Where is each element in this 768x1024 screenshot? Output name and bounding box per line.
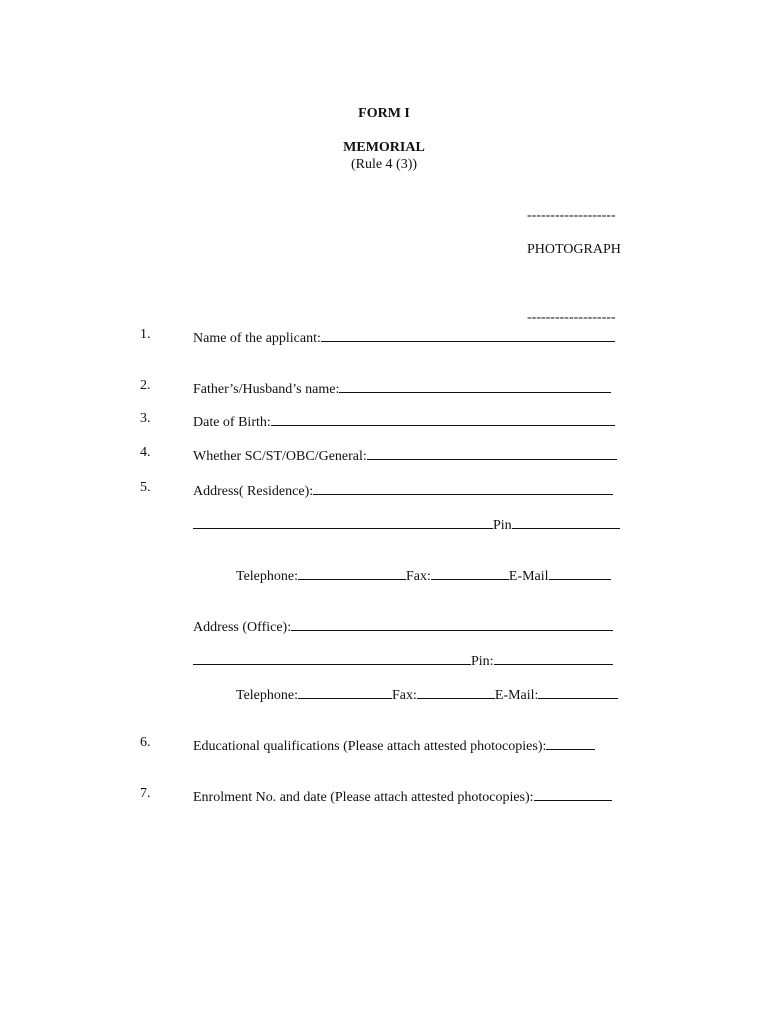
office-email-field[interactable] xyxy=(538,684,618,699)
residence-address-line2-row xyxy=(193,514,620,534)
date-of-birth-field[interactable] xyxy=(271,411,615,426)
office-pin-label: Pin: xyxy=(471,654,494,669)
applicant-name-field[interactable] xyxy=(321,327,615,342)
enrolment-field[interactable] xyxy=(534,786,612,801)
applicant-name-label: Name of the applicant: xyxy=(193,331,321,346)
form-title: FORM I xyxy=(358,106,410,121)
office-address-row xyxy=(193,616,613,636)
item-number-3: 3. xyxy=(140,411,151,426)
residence-address-row xyxy=(193,480,613,500)
category-row xyxy=(193,445,617,465)
residence-address-field[interactable] xyxy=(313,480,613,495)
father-husband-name-field[interactable] xyxy=(339,378,611,393)
item-number-6: 6. xyxy=(140,735,151,750)
residence-email-label: E-Mail xyxy=(508,569,549,584)
residence-pin-label: Pin xyxy=(493,518,512,533)
education-field[interactable] xyxy=(546,735,595,750)
office-address-line2-field[interactable] xyxy=(193,650,471,665)
form-subtitle: MEMORIAL xyxy=(343,140,425,155)
residence-address-line2-field[interactable] xyxy=(193,514,493,529)
residence-pin-field[interactable] xyxy=(512,514,620,529)
residence-telephone-field[interactable] xyxy=(298,565,406,580)
applicant-name-row xyxy=(193,327,615,347)
photo-dashes-bottom: ------------------- xyxy=(527,310,616,325)
father-husband-name-row xyxy=(193,378,611,398)
category-label: Whether SC/ST/OBC/General: xyxy=(193,449,367,464)
item-number-2: 2. xyxy=(140,378,151,393)
enrolment-row xyxy=(193,786,612,806)
photo-dashes-top: ------------------- xyxy=(527,208,616,223)
office-contact-row xyxy=(236,684,618,704)
photo-label: PHOTOGRAPH xyxy=(527,242,621,257)
office-address-line2-row xyxy=(193,650,613,670)
residence-fax-field[interactable] xyxy=(431,565,509,580)
residence-address-label: Address( Residence): xyxy=(193,484,314,499)
residence-telephone-label: Telephone: xyxy=(236,569,298,584)
office-telephone-field[interactable] xyxy=(298,684,392,699)
residence-email-field[interactable] xyxy=(549,565,611,580)
date-of-birth-label: Date of Birth: xyxy=(193,415,271,430)
office-address-label: Address (Office): xyxy=(193,620,292,635)
education-label: Educational qualifications (Please attach attested photocopies): xyxy=(193,739,547,754)
office-pin-field[interactable] xyxy=(494,650,613,665)
enrolment-label: Enrolment No. and date (Please attach attested photocopies): xyxy=(193,790,534,805)
office-fax-label: Fax: xyxy=(392,688,417,703)
office-email-label: E-Mail: xyxy=(494,688,539,703)
education-row xyxy=(193,735,595,755)
residence-fax-label: Fax: xyxy=(406,569,431,584)
office-fax-field[interactable] xyxy=(417,684,495,699)
item-number-4: 4. xyxy=(140,445,151,460)
office-address-field[interactable] xyxy=(291,616,613,631)
category-field[interactable] xyxy=(367,445,617,460)
office-telephone-label: Telephone: xyxy=(236,688,298,703)
item-number-5: 5. xyxy=(140,480,151,495)
father-husband-name-label: Father’s/Husband’s name: xyxy=(193,382,340,397)
residence-contact-row xyxy=(236,565,611,585)
item-number-1: 1. xyxy=(140,327,151,342)
date-of-birth-row xyxy=(193,411,615,431)
item-number-7: 7. xyxy=(140,786,151,801)
rule-reference: (Rule 4 (3)) xyxy=(350,157,418,172)
